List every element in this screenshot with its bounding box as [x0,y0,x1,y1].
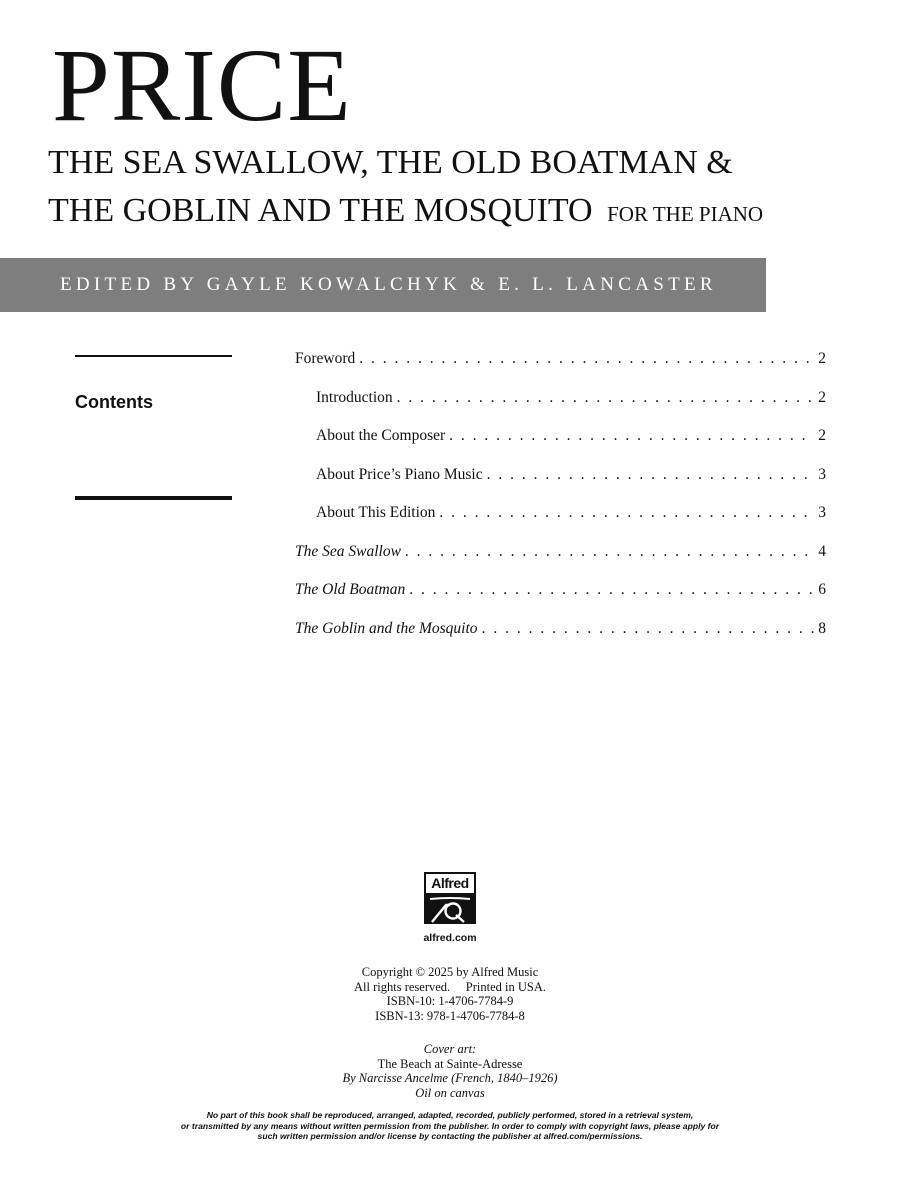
alfred-logo [424,872,476,924]
toc-entry-page: 3 [818,465,826,483]
toc-entry [295,543,826,582]
toc-dot-leader [487,466,815,484]
copyright-line: Copyright © 2025 by Alfred Music [361,965,539,979]
toc-dot-leader [409,581,814,599]
legal-line-3: such written permission and/or license by contacting the publisher at alfred.com/permissions. [257,1131,643,1141]
legal-line-2: or transmitted by any means without written permission from the publisher. In order to comply with copyright laws, please apply for [180,1120,720,1131]
toc-entry [295,466,826,505]
toc-entry-page: 3 [818,504,826,521]
toc-entry-page: 8 [818,619,826,637]
copyright-block [0,965,900,1023]
toc-entry-title: The Goblin and the Mosquito [295,619,478,637]
logo-wordmark: Alfred [426,874,474,895]
toc-entry-title: Foreword [295,350,356,367]
alfred-music-logo-icon [426,895,474,924]
contents-rule-top [75,355,232,357]
toc-entry-title: About the Composer [316,427,446,444]
legal-notice [0,1110,900,1142]
publisher-website: alfred.com [423,932,477,944]
isbn10-line: ISBN-10: 1-4706-7784-9 [386,994,514,1008]
toc-entry [295,581,826,620]
toc-entry-title: About This Edition [316,504,436,521]
toc-entry-title: The Sea Swallow [295,542,401,560]
title-line-1: THE SEA SWALLOW, THE OLD BOATMAN & [48,144,733,181]
rights-line: All rights reserved. Printed in USA. [354,979,546,994]
toc-entry-page: 6 [818,581,826,598]
title-line-2-text: THE GOBLIN AND THE MOSQUITO [48,192,593,229]
cover-art-artist: By Narcisse Ancelme (French, 1840–1926) [342,1071,558,1085]
cover-art-medium: Oil on canvas [415,1085,485,1100]
subtitle: FOR THE PIANO [607,202,764,226]
isbn13-line: ISBN-13: 978-1-4706-7784-8 [375,1008,525,1023]
title-line-2 [48,194,763,228]
contents-rule-bottom [75,496,232,500]
toc-entry [295,350,826,389]
toc-dot-leader [405,543,814,561]
toc-entry-page: 2 [818,388,826,406]
toc-entry-title: Introduction [316,388,393,406]
toc-entry-page: 4 [818,542,826,560]
cover-art-label: Cover art: [423,1042,477,1056]
toc-entry-title: The Old Boatman [295,581,406,598]
table-of-contents [295,350,826,658]
toc-dot-leader [449,427,814,445]
toc-entry [295,427,826,466]
toc-entry-page: 2 [818,427,826,444]
toc-dot-leader [439,504,814,522]
cover-art-title: The Beach at Sainte-Adresse [377,1056,523,1071]
toc-dot-leader [397,389,815,407]
toc-entry [295,620,826,659]
cover-art-credit [0,1042,900,1100]
composer-name: PRICE [52,28,352,143]
editor-credit: EDITED BY GAYLE KOWALCHYK & E. L. LANCASTER [60,274,717,295]
toc-entry-page: 2 [818,350,826,367]
toc-entry-title: About Price’s Piano Music [316,465,483,483]
contents-heading: Contents [75,392,153,412]
legal-line-1: No part of this book shall be reproduced, arranged, adapted, recorded, publicly performed, stored in a retrieval system, [206,1110,694,1120]
toc-dot-leader [482,620,815,638]
toc-dot-leader [359,350,814,368]
toc-entry [295,504,826,543]
toc-entry [295,389,826,428]
